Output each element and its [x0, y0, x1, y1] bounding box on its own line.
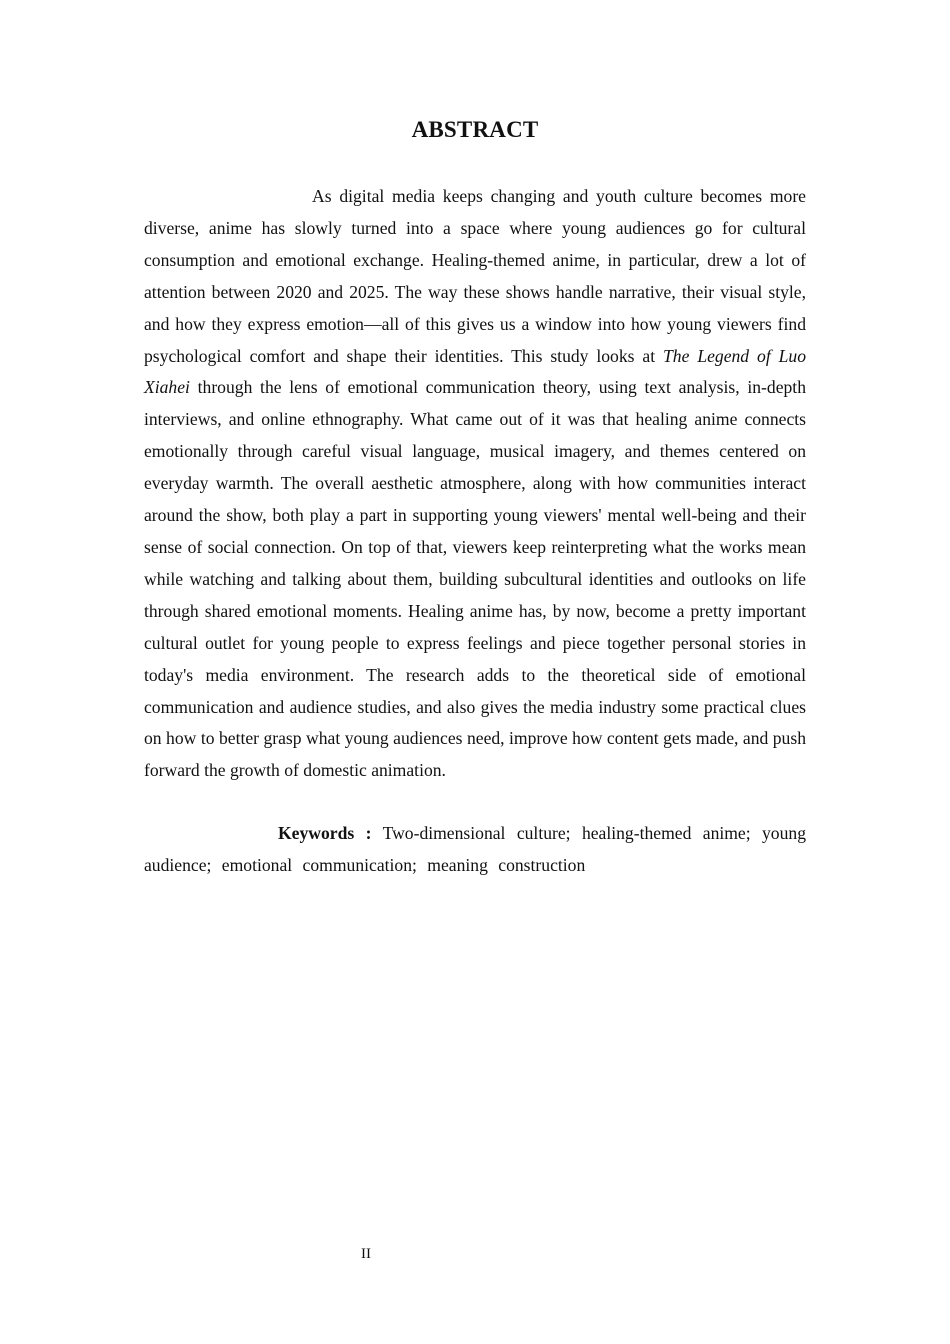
abstract-paragraph	[144, 181, 806, 787]
abstract-text-part2: through the lens of emotional communication theory, using text analysis, in-depth interviews, and online ethnography. What came out of it was that healing anime connects emotionally through careful visual language, musical imagery, and themes centered on everyday warmth. The overall aesthetic atmosphere, along with how communities interact around the show, both play a part in supporting young viewers' mental well-being and their sense of social connection. On top of that, viewers keep reinterpreting what the works mean while watching and talking about them, building subcultural identities and outlooks on life through shared emotional moments. Healing anime has, by now, become a pretty important cultural outlet for young people to express feelings and piece together personal stories in today's media environment. The research adds to the theoretical side of emotional communication and audience studies, and also gives the media industry some practical clues on how to better grasp what young audiences need, improve how content gets made, and push forward the growth of domestic animation.	[144, 377, 806, 781]
page-number: II	[361, 1246, 371, 1262]
keywords-label: Keywords :	[278, 823, 372, 843]
work-title: The Legend of Luo Xiahei	[144, 345, 806, 398]
keywords-text: Two-dimensional culture; healing-themed anime; young audience; emotional communication; meaning construction	[144, 823, 806, 875]
page-title: ABSTRACT	[411, 117, 539, 142]
keywords-paragraph	[144, 818, 806, 882]
abstract-text-part1: As digital media keeps changing and youth culture becomes more diverse, anime has slowly turned into a space where young audiences go for cultural consumption and emotional exchange. Healing-themed anime, in particular, drew a lot of attention between 2020 and 2025. The way these shows handle narrative, their visual style, and how they express emotion—all of this gives us a window into how young viewers find psychological comfort and shape their identities. This study looks at	[144, 186, 806, 366]
